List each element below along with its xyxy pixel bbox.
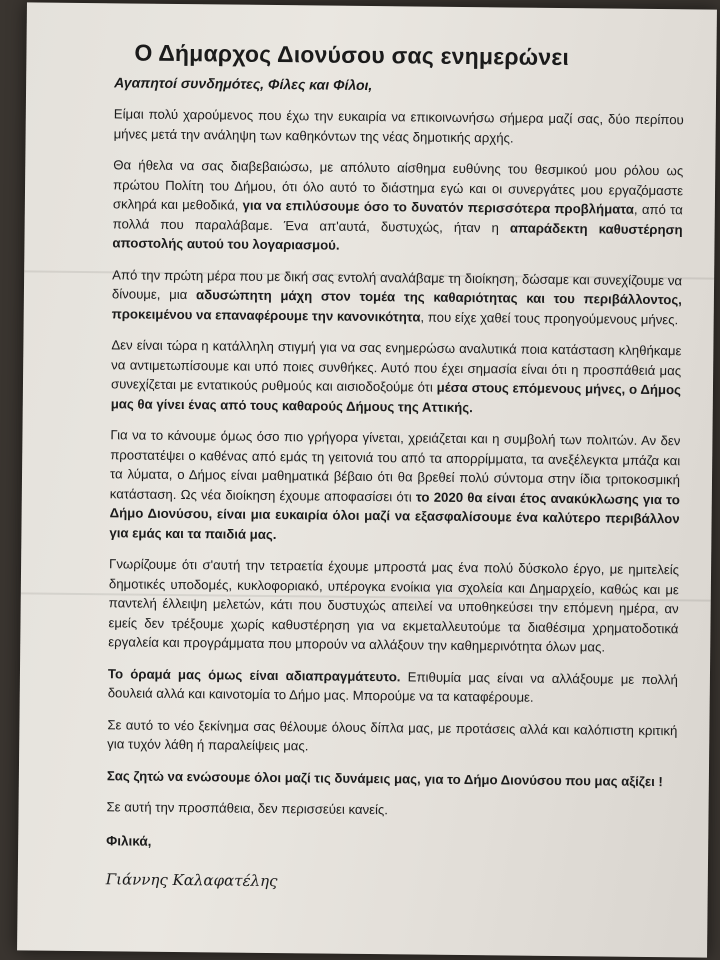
paragraph-5-text: Για να το κάνουμε όμως όσο πιο γρήγορα γίνεται, χρειάζεται και η συμβολή των πολιτών. Αν δεν προστατέψει ο καθένας από εμάς τη γειτονιά του από τα απορρίμματα, τα ανεξέλεγκτα μπάζα και τα λύματα, ο Δήμος είναι μαθηματικά βέβαιο ότι θα βρεθεί πολύ σύντομα στην ίδια τριτοκοσμική κατάσταση. Ως νέα διοίκηση έχουμε αποφασίσει ότι bbox=[109, 427, 681, 505]
letter-page bbox=[17, 2, 717, 957]
paragraph-7-bold: Το όραμά μας όμως είναι αδιαπραγμάτευτο. bbox=[107, 665, 401, 684]
paragraph-3 bbox=[112, 265, 683, 329]
paragraph-2-bold-end: απαράδεκτη καθυστέρηση αποστολής αυτού του λογαριασμού. bbox=[112, 219, 683, 253]
paragraph-4-bold: μέσα στους επόμενους μήνες, ο Δήμος μας θα γίνει ένας από τους καθαρούς Δήμους της Αττικής. bbox=[110, 379, 682, 415]
letter-closing: Φιλικά, bbox=[106, 832, 152, 849]
paragraph-4-text: Δεν είναι τώρα η κατάλληλη στιγμή για να σας ενημερώσω αναλυτικά ποια κατάσταση κληθήκαμε να αντιμετωπίσουμε και υπό ποιες συνθήκες. Αυτό που έχει σημασία είναι ότι η προσπάθειά μας συνεχίζεται με εντατικούς ρυθμούς και αισιοδοξούμε ότι bbox=[110, 337, 682, 395]
paragraph-8: Σε αυτό το νέο ξεκίνημα σας θέλουμε όλους δίπλα μας, με προτάσεις αλλά και καλόπιστη κριτική για τυχόν λάθη ή παραλείψεις μας. bbox=[107, 716, 678, 754]
paragraph-1: Είμαι πολύ χαρούμενος που έχω την ευκαιρία να επικοινωνήσω σήμερα μαζί σας, δύο περίπου μήνες μετά την ανάληψη των καθηκόντων της νέας δημοτικής αρχής. bbox=[113, 106, 684, 146]
paragraph-3-bold: αδυσώπητη μάχη στον τομέα της καθαριότητας και του περιβάλλοντος, προκειμένου να επαναφέρουμε την κανονικότητα bbox=[111, 287, 682, 325]
paragraph-5-bold: το 2020 θα είναι έτος ανακύκλωσης για το Δήμο Διονύσου, είναι μια ευκαιρία όλοι μαζί να εξασφαλίσουμε ένα καλύτερο περιβάλλον για εμάς και τα παιδιά μας. bbox=[109, 489, 680, 542]
paragraph-3-text-end: , που είχε χαθεί τους προηγούμενους μήνες. bbox=[420, 309, 679, 327]
paragraph-2-text: Θα ήθελα να σας διαβεβαιώσω, με απόλυτο αίσθημα ευθύνης του θεσμικού μου ρόλου ως πρώτου Πολίτη του Δήμου, ότι όλο αυτό το διάστημα εγώ και οι συνεργάτες μου εργαζόμαστε σκληρά και μεθοδικά, bbox=[112, 157, 684, 213]
paragraph-5 bbox=[109, 425, 680, 548]
paragraph-2-text-cont: , από τα πολλά που παραλάβαμε. Ένα απ'αυτά, δυστυχώς, ήταν η bbox=[112, 201, 683, 235]
paragraph-7 bbox=[108, 664, 678, 709]
letter-title: Ο Δήμαρχος Διονύσου σας ενημερώνει bbox=[134, 39, 570, 71]
paragraph-6: Γνωρίζουμε ότι σ'αυτή την τετραετία έχουμε μπροστά μας ένα πολύ δύσκολο έργο, με ημιτελείς δημοτικές υποδομές, κυκλοφοριακό, υπέρογκα ενοίκια για σχολεία και Δημαρχείο, καθώς και με παντελή έλλειψη μελετών, κάτι που δυστυχώς απειλεί να υποθηκεύσει την επόμενη ημέρα, αν εμείς δεν τρέξουμε χωρίς καθυστέρηση για να εκμεταλλευτούμε τα διαθέσιμα χρηματοδοτικά εργαλεία και προγράμματα που μπορούν να αλλάξουν την καθημερινότητα όλων μας. bbox=[108, 556, 680, 655]
letter-signature: Γιάννης Καλαφατέλης bbox=[105, 869, 278, 890]
paragraph-2 bbox=[112, 155, 683, 258]
paragraph-3-text: Από την πρώτη μέρα που με δική σας εντολή αναλάβαμε τη διοίκηση, δώσαμε και συνεχίζουμε να δίνουμε, μια bbox=[111, 266, 683, 303]
letter-body bbox=[106, 39, 685, 893]
paragraph-4 bbox=[111, 335, 682, 419]
paragraph-9: Σας ζητώ να ενώσουμε όλοι μαζί τις δυνάμεις μας, για το Δήμο Διονύσου που μας αξίζει ! bbox=[106, 767, 663, 789]
paragraph-2-bold: για να επιλύσουμε όσο το δυνατόν περισσότερα προβλήματα bbox=[242, 197, 635, 217]
paragraph-10: Σε αυτή την προσπάθεια, δεν περισσεύει κανείς. bbox=[106, 799, 389, 818]
letter-greeting: Αγαπητοί συνδημότες, Φίλες και Φίλοι, bbox=[114, 74, 373, 94]
paragraph-7-text: Επιθυμία μας είναι να αλλάξουμε με πολλή δουλειά αλλά και καινοτομία το Δήμο μας. Μπορούμε να τα καταφέρουμε. bbox=[107, 668, 679, 705]
